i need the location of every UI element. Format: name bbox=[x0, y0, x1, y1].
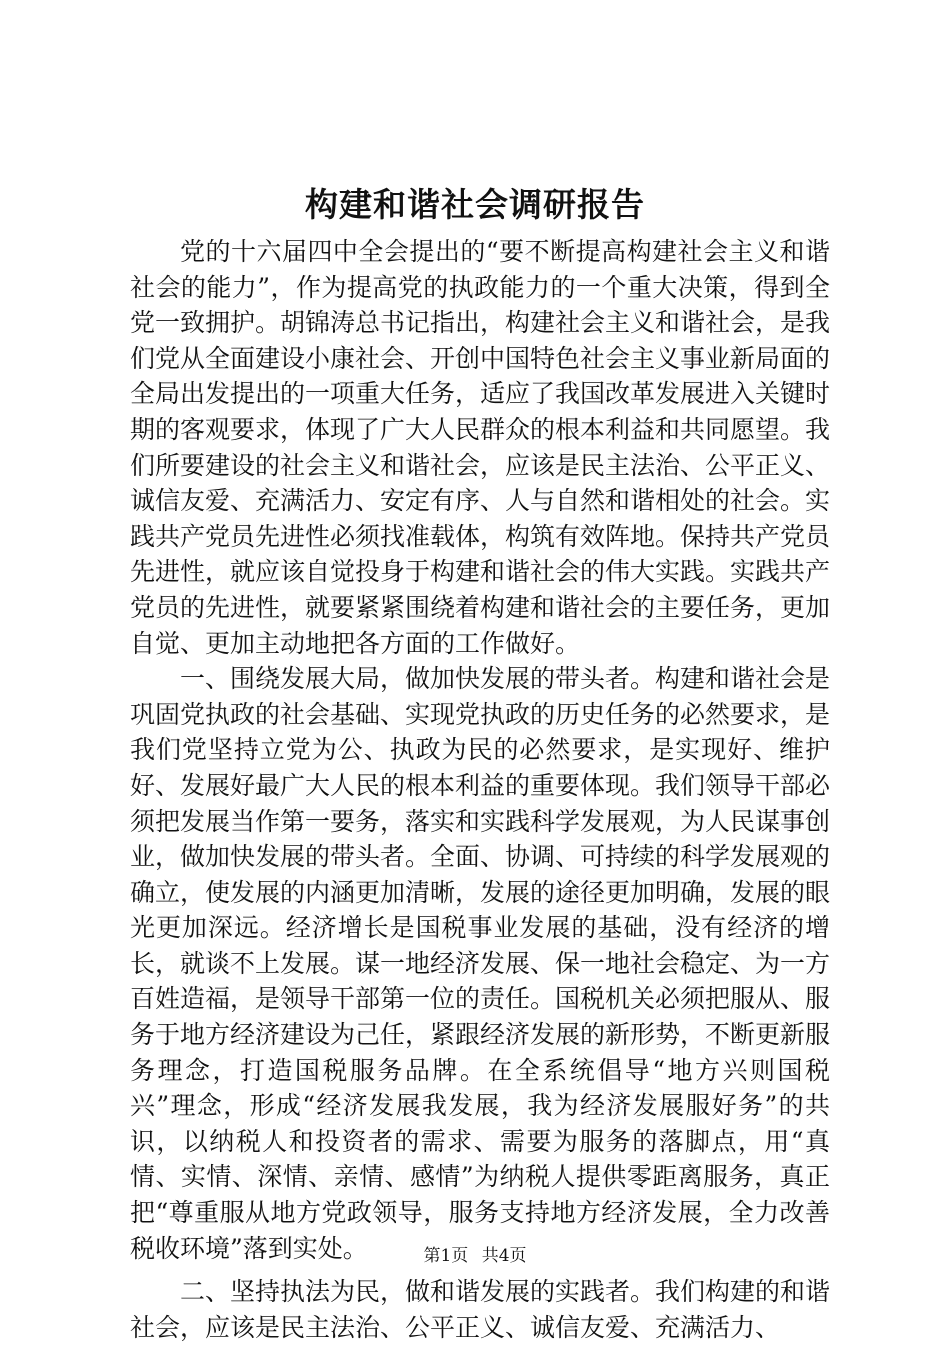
page-number-total: 共4页 bbox=[481, 1246, 527, 1266]
document-title: 构建和谐社会调研报告 bbox=[305, 185, 645, 224]
document-body bbox=[130, 234, 830, 1345]
paragraph-section-1: 一、围绕发展大局，做加快发展的带头者。构建和谐社会是巩固党执政的社会基础、实现党执政的历史任务的必然要求，是我们党坚持立党为公、执政为民的必然要求，是实现好、维护好、发展好最广大人民的根本利益的重要体现。我们领导干部必须把发展当作第一要务，落实和实践科学发展观，为人民谋事创业，做加快发展的带头者。全面、协调、可持续的科学发展观的确立，使发展的内涵更加清晰，发展的途径更加明确，发展的眼光更加深远。经济增长是国税事业发展的基础，没有经济的增长，就谈不上发展。谋一地经济发展、保一地社会稳定、为一方百姓造福，是领导干部第一位的责任。国税机关必须把服从、服务于地方经济建设为己任，紧跟经济发展的新形势，不断更新服务理念，打造国税服务品牌。在全系统倡导“地方兴则国税兴”理念，形成“经济发展我发展，我为经济发展服好务”的共识，以纳税人和投资者的需求、需要为服务的落脚点，用“真情、实情、深情、亲情、感情”为纳税人提供零距离服务，真正把“尊重服从地方党政领导，服务支持地方经济发展，全力改善税收环境”落到实处。 bbox=[130, 664, 831, 1263]
paragraph-intro: 党的十六届四中全会提出的“要不断提高构建社会主义和谐社会的能力”，作为提高党的执政能力的一个重大决策，得到全党一致拥护。胡锦涛总书记指出，构建社会主义和谐社会，是我们党从全面建设小康社会、开创中国特色社会主义事业新局面的全局出发提出的一项重大任务，适应了我国改革发展进入关键时期的客观要求，体现了广大人民群众的根本利益和共同愿望。我们所要建设的社会主义和谐社会，应该是民主法治、公平正义、诚信友爱、充满活力、安定有序、人与自然和谐相处的社会。实践共产党员先进性必须找准载体，构筑有效阵地。保持共产党员先进性，就应该自觉投身于构建和谐社会的伟大实践。实践共产党员的先进性，就要紧紧围绕着构建和谐社会的主要任务，更加自觉、更加主动地把各方面的工作做好。 bbox=[130, 237, 831, 658]
paragraph-section-2: 二、坚持执法为民，做和谐发展的实践者。我们构建的和谐社会，应该是民主法治、公平正义、诚信友爱、充满活力、 bbox=[130, 1277, 831, 1342]
page-footer bbox=[0, 1245, 950, 1267]
page-number-current: 第1页 bbox=[423, 1246, 469, 1266]
